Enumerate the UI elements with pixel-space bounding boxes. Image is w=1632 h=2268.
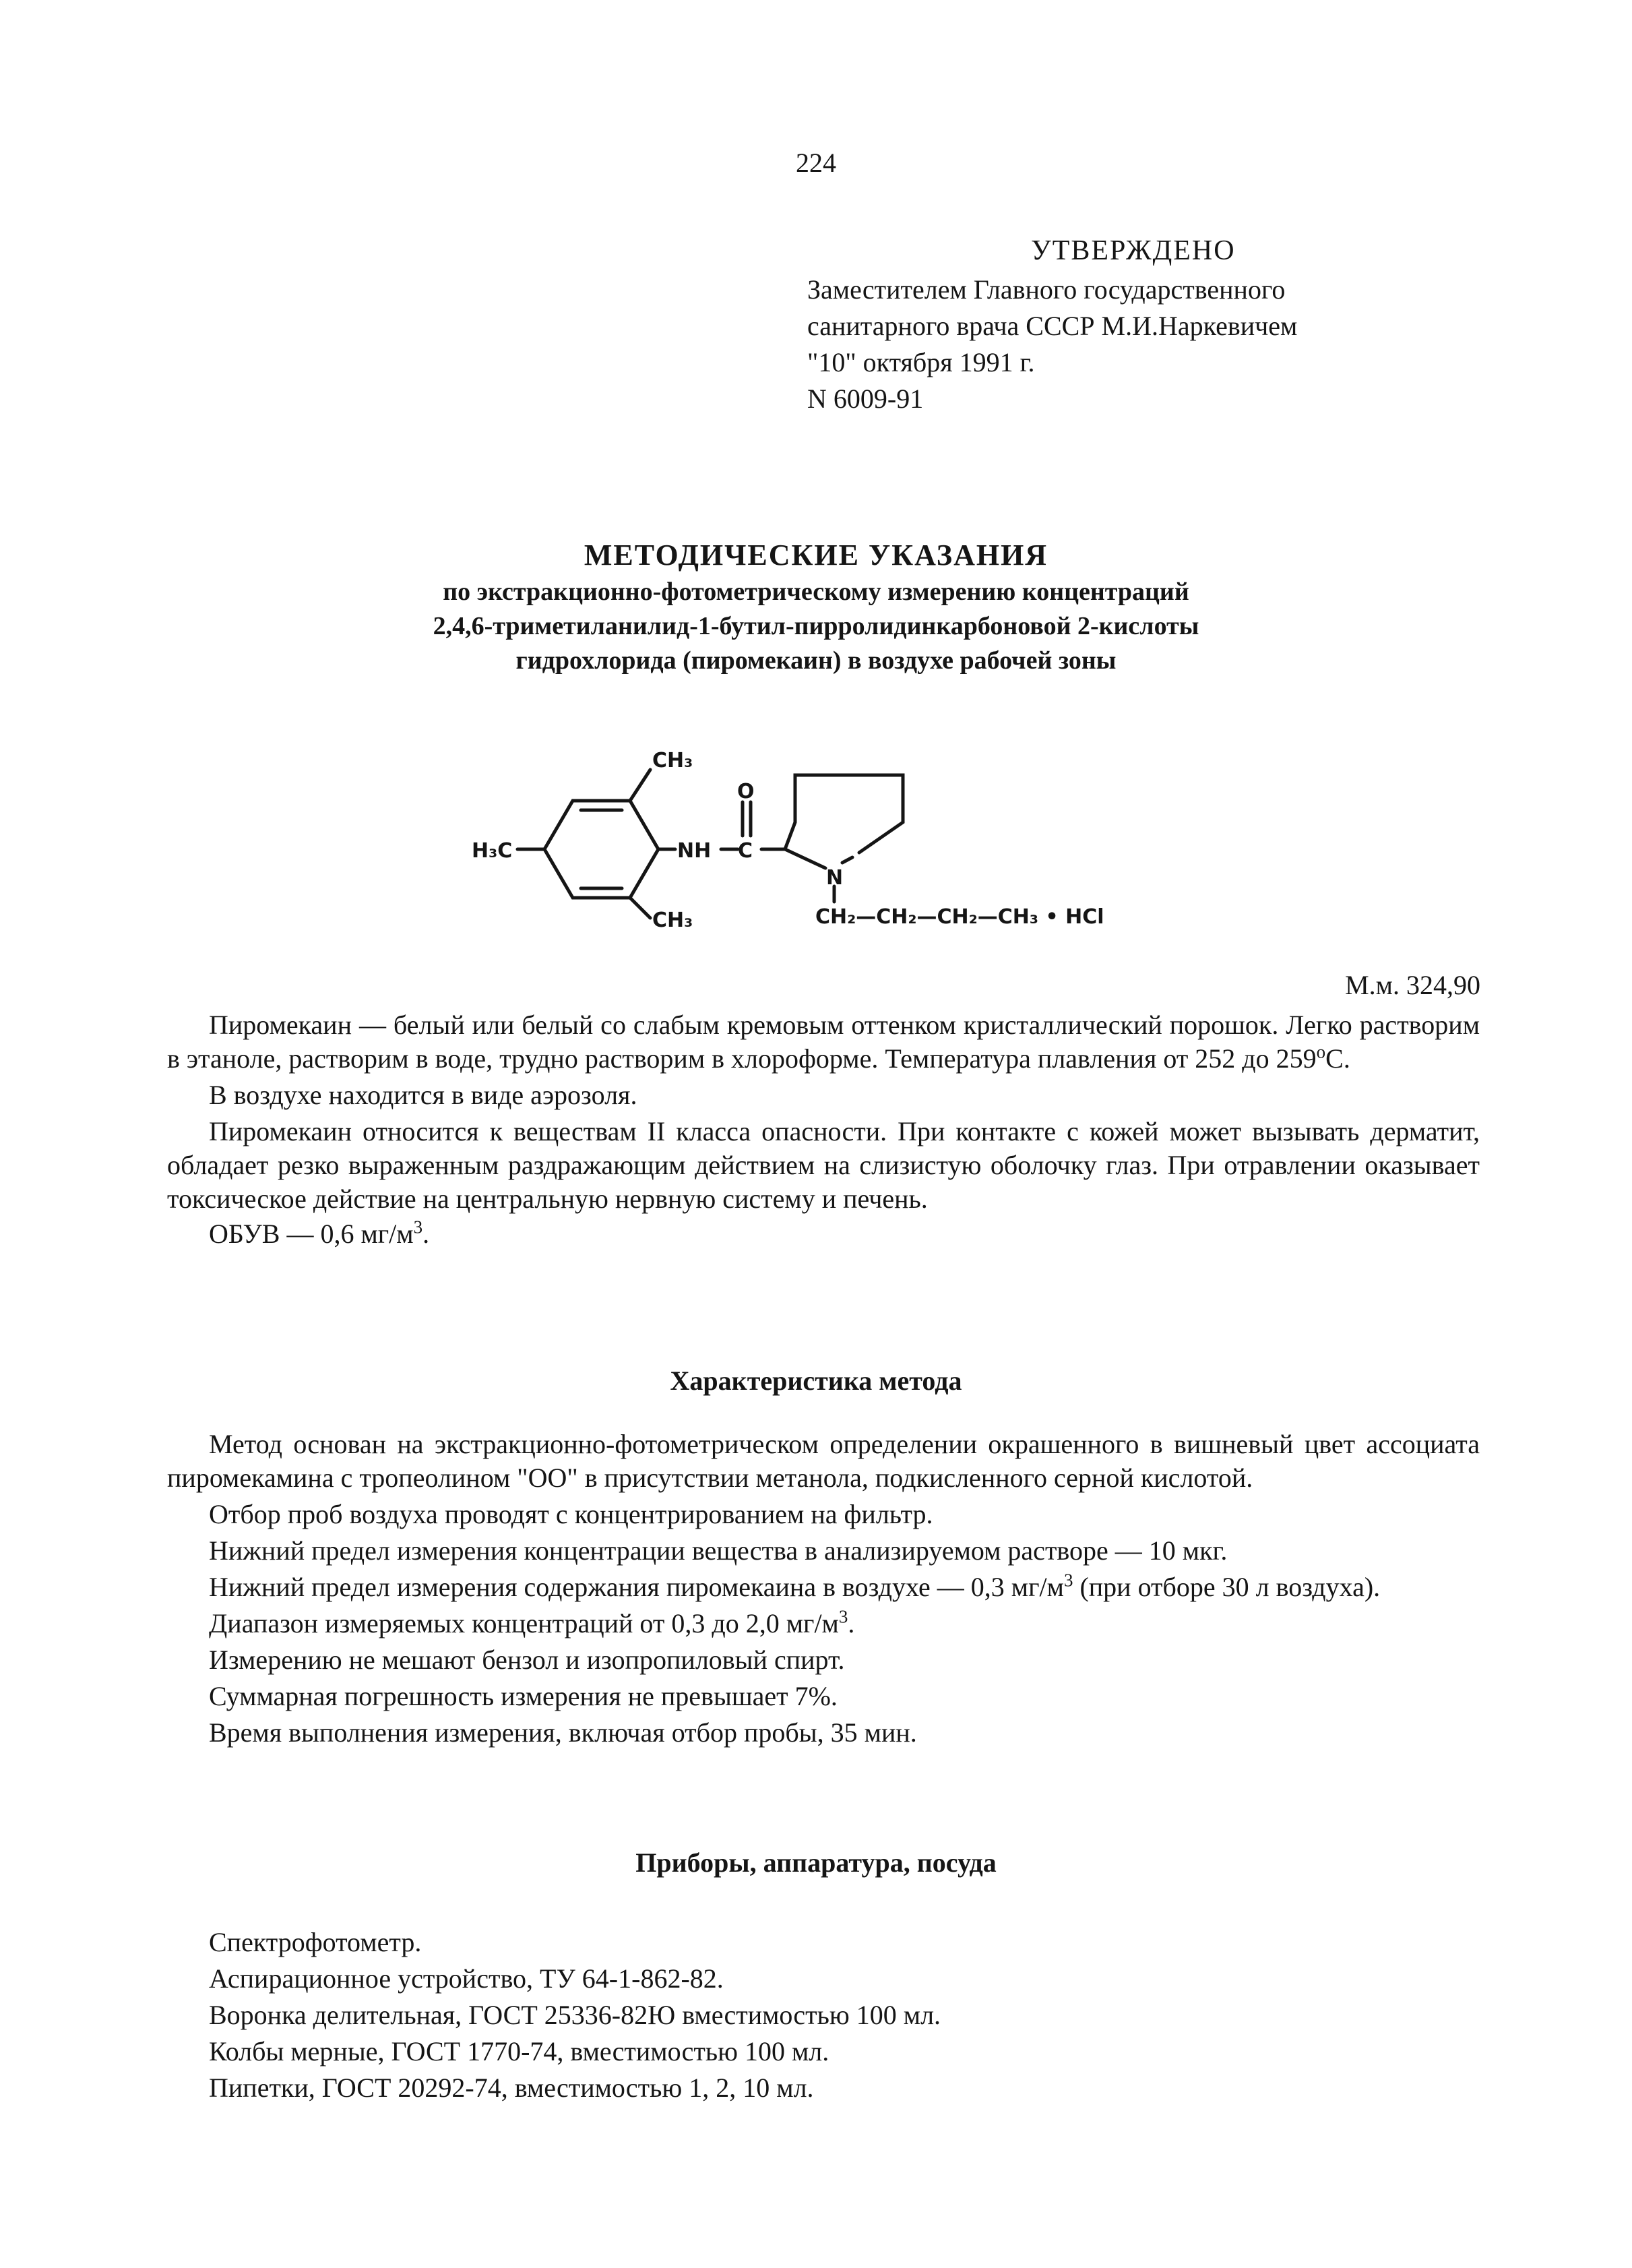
benzene-ring [544, 801, 658, 898]
structural-formula [465, 728, 1179, 930]
method-paragraph: Нижний предел измерения концентрации вещества в анализируемом растворе — 10 мкг. [209, 1535, 1228, 1566]
carbon-label: C [738, 839, 753, 863]
method-paragraph: Время выполнения измерения, включая отбор пробы, 35 мин. [209, 1717, 917, 1748]
title-line: по экстракционно-фотометрическому измерению концентраций [443, 578, 1189, 606]
list-item: Колбы мерные, ГОСТ 1770-74, вместимостью 100 мл. [209, 2036, 829, 2066]
methyl-bond-bottom [630, 898, 650, 918]
title-main: МЕТОДИЧЕСКИЕ УКАЗАНИЯ [584, 539, 1048, 572]
method-paragraph: Метод основан на экстракционно-фотометрическом определении окрашенного в вишневый цвет ассоциата пиромекамина с тропеолином "ОО" в присутствии метанола, подкисленного серной кислотой. [167, 1429, 1480, 1493]
structure-drawing [465, 728, 1179, 930]
method-paragraph: Измерению не мешают бензол и изопропиловый спирт. [209, 1645, 845, 1675]
nh-label: NH [677, 839, 712, 863]
description-paragraph: Пиромекаин относится к веществам II класса опасности. При контакте с кожей может вызывать дерматит, обладает резко выраженным раздражающим действием на слизистую оболочку глаз. При отравлении оказывает токсическое действие на центральную нервную систему и печень. [167, 1116, 1480, 1214]
ring-bond [842, 857, 852, 863]
approval-line: N 6009-91 [807, 384, 924, 414]
method-heading: Характеристика метода [670, 1366, 962, 1396]
equipment-list [209, 1924, 941, 2106]
pyrrolidine-ring [785, 775, 903, 853]
list-item: Аспирационное устройство, ТУ 64-1-862-82. [209, 1963, 724, 1994]
equipment-heading: Приборы, аппаратура, посуда [635, 1847, 997, 1878]
description-paragraph: Пиромекаин — белый или белый со слабым кремовым оттенком кристаллический порошок. Легко растворим в этаноле, растворим в воде, трудно растворим в хлороформе. Температура плавления от 252 до $259^оС$. [167, 1010, 1480, 1074]
list-item: Воронка делительная, ГОСТ 25336-82Ю вместимостью 100 мл. [209, 2000, 941, 2030]
method-paragraph: Суммарная погрешность измерения не превышает 7%. [209, 1681, 838, 1711]
approval-title: УТВЕРЖДЕНО [1031, 235, 1236, 266]
title-line: 2,4,6-триметиланилид-1-бутил-пирролидинкарбоновой 2-кислоты [433, 612, 1199, 640]
document-title [0, 536, 1632, 678]
description-block [167, 1008, 1480, 1252]
methyl-bond-top [630, 770, 650, 801]
method-paragraph: Диапазон измеряемых концентраций от 0,3 до 2,0 $мг/м^3$. [209, 1606, 855, 1638]
ring-bond [785, 849, 825, 868]
molecular-mass: М.м. 324,90 [1345, 970, 1480, 1000]
title-line: гидрохлорида (пиромекаин) в воздухе рабочей зоны [515, 646, 1117, 675]
approval-line: "10" октября 1991 г. [807, 347, 1035, 377]
ch3-bottom-label: CH₃ [652, 909, 693, 930]
h3c-label: H₃C [472, 839, 513, 863]
method-block [167, 1428, 1480, 1751]
method-paragraph: Нижний предел измерения содержания пиромекаина в воздухе — 0,3 $мг/м^3$ (при отборе 30 л воздуха). [209, 1570, 1381, 1602]
page-number: 224 [796, 148, 836, 178]
exposure-limit: ОБУВ — 0,6 $мг/м^3$. [209, 1217, 430, 1249]
chain-label: CH₂—CH₂—CH₂—CH₃ • HCl [815, 905, 1104, 929]
list-item: Спектрофотометр. [209, 1927, 422, 1957]
oxygen-label: O [737, 780, 755, 803]
nitrogen-label: N [826, 866, 844, 890]
description-paragraph: В воздухе находится в виде аэрозоля. [209, 1080, 637, 1110]
ch3-top-label: CH₃ [652, 749, 693, 772]
approval-line: Заместителем Главного государственного [807, 274, 1286, 305]
list-item: Пипетки, ГОСТ 20292-74, вместимостью 1, 2, 10 мл. [209, 2073, 814, 2103]
approval-block [807, 233, 1297, 417]
approval-line: санитарного врача СССР М.И.Наркевичем [807, 311, 1298, 341]
method-paragraph: Отбор проб воздуха проводят с концентрированием на фильтр. [209, 1499, 933, 1529]
